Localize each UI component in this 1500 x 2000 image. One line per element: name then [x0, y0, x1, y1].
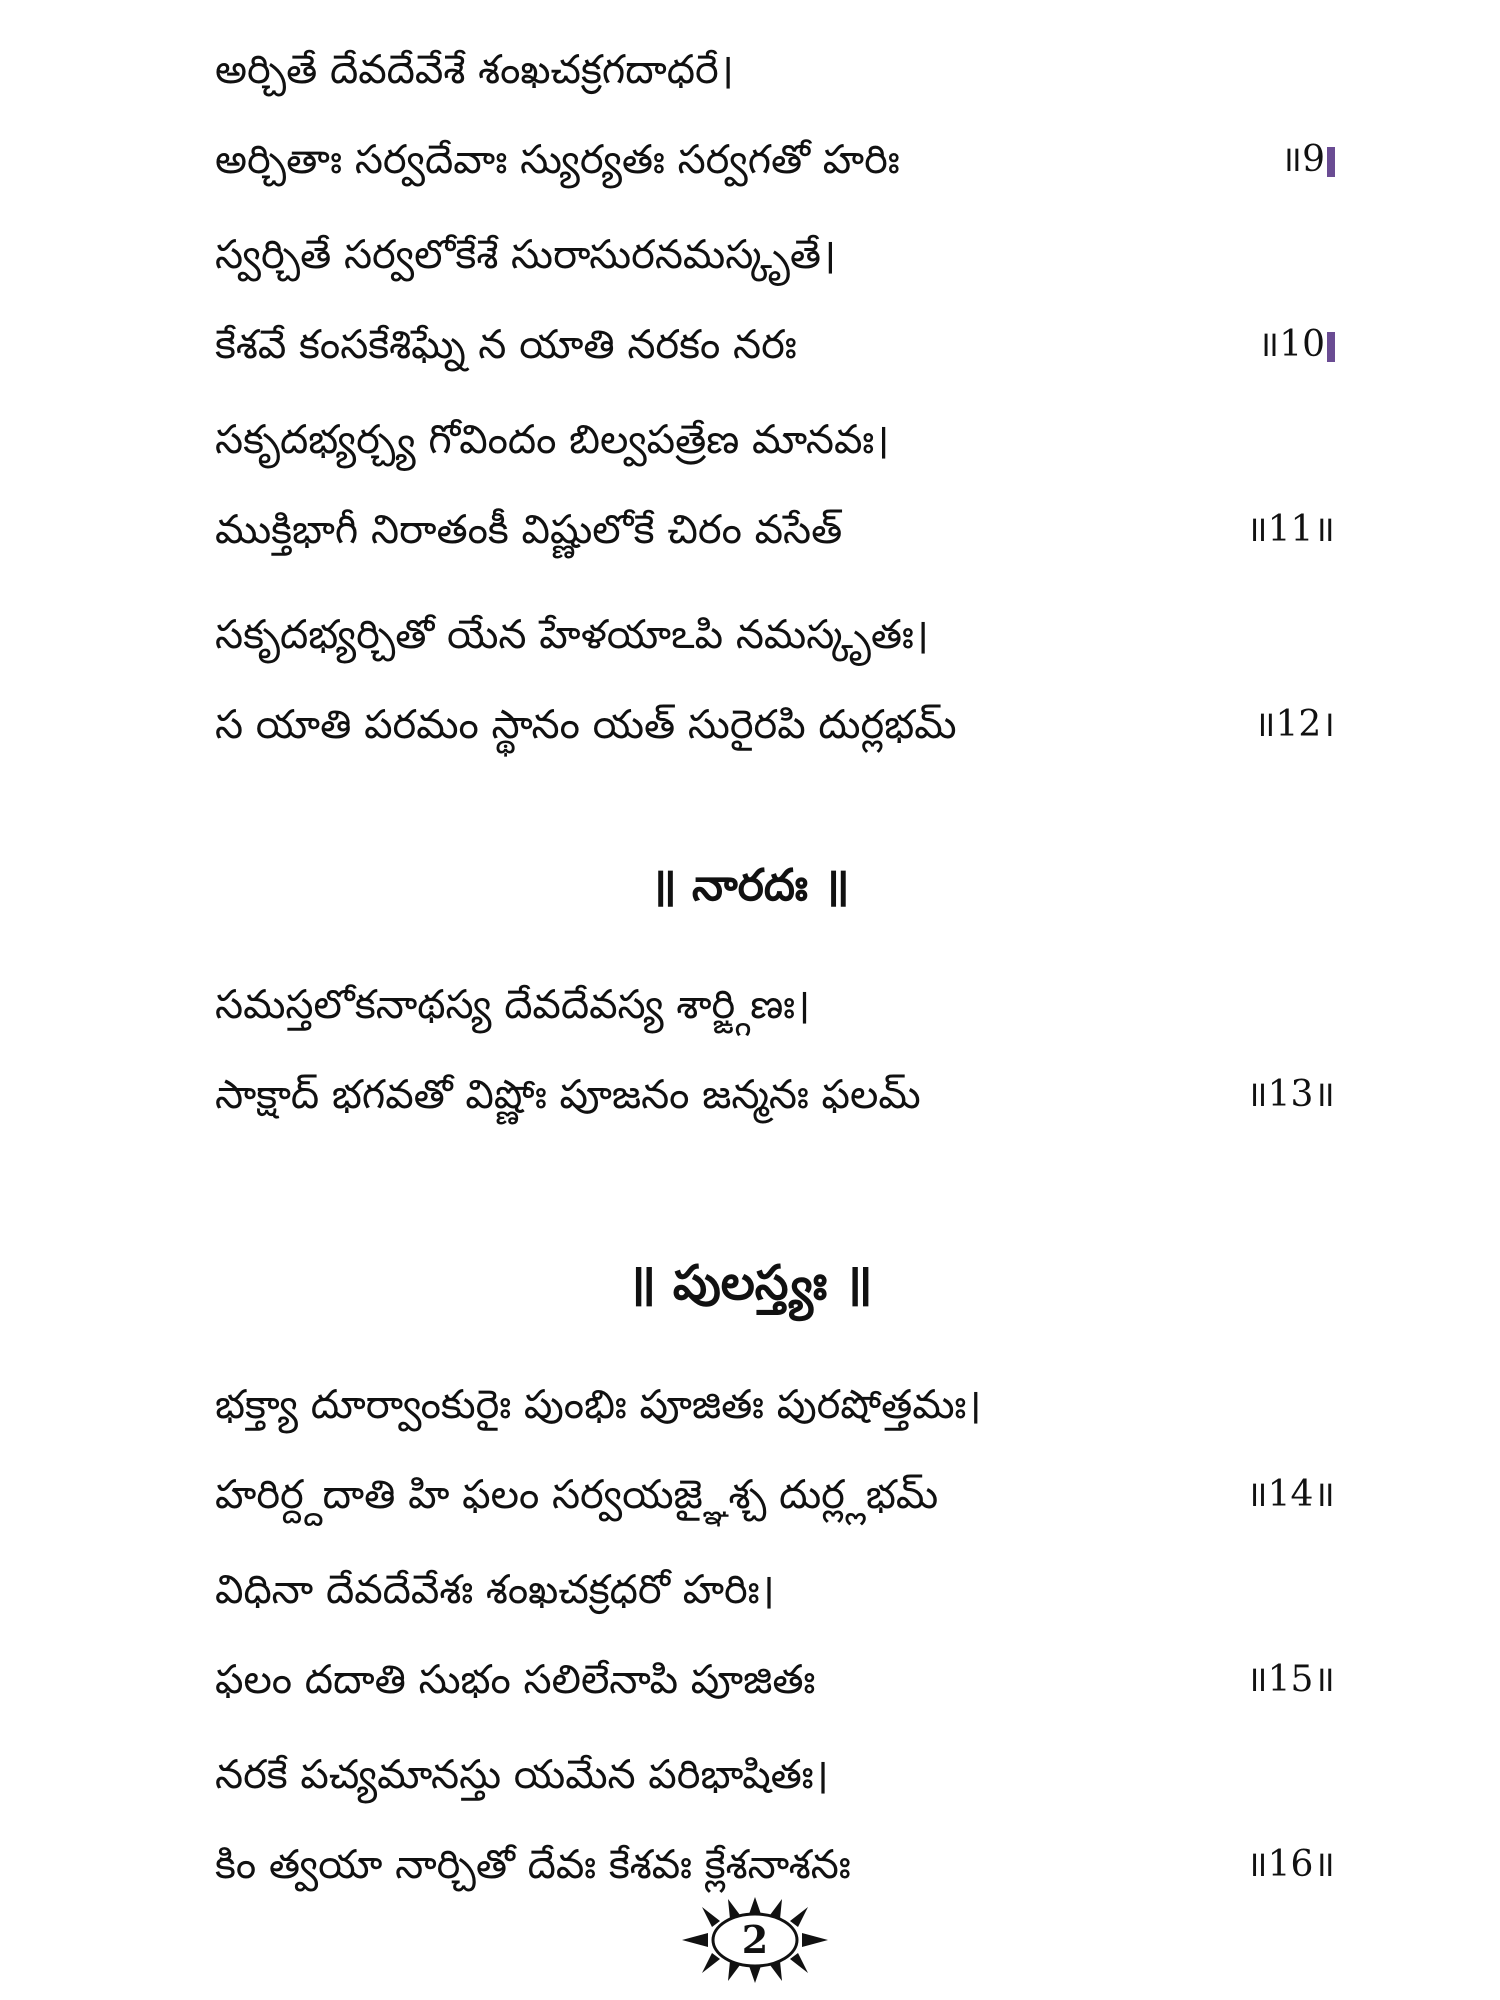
verse-line: [215, 115, 1335, 205]
verse-line: [215, 1450, 1335, 1540]
verse-line: [215, 680, 1335, 770]
verse-number: ॥13॥: [1246, 1074, 1335, 1115]
verse-text: స యాతి పరమం స్థానం యత్ సురైరపి దుర్లభమ్: [215, 702, 957, 748]
verse-number: ॥16॥: [1246, 1844, 1335, 1885]
page-number: 2: [741, 1917, 769, 1962]
verse-line: [215, 25, 1335, 115]
verse-line: [215, 960, 1335, 1050]
verse-12: [215, 590, 1335, 770]
section-heading-pulastya: ॥ పులస్త్యః ॥: [627, 1255, 873, 1311]
verse-15: [215, 1545, 1335, 1725]
highlight-mark: [1327, 332, 1335, 362]
verse-text: స్వర్చితే సర్వలోకేశే సురాసురనమస్కృతే।: [215, 232, 837, 278]
verse-number: ॥9: [1281, 115, 1335, 205]
verse-text: ముక్తిభాగీ నిరాతంకీ విష్ణులోకే చిరం వసేత్: [215, 507, 843, 553]
verse-text: సాక్షాద్ భగవతో విష్ణోః పూజనం జన్మనః ఫలమ్: [215, 1072, 921, 1118]
verse-number: ॥15॥: [1246, 1659, 1335, 1700]
verse-text: సకృదభ్యర్చితో యేన హేళయాఽపి నమస్కృతః।: [215, 612, 929, 658]
verse-number: ॥11॥: [1246, 509, 1335, 550]
verse-11: [215, 395, 1335, 575]
verse-10: [215, 210, 1335, 390]
page-number-ornament: [680, 1895, 830, 1985]
verse-9: [215, 25, 1335, 205]
verse-line: [215, 1545, 1335, 1635]
verse-number: ॥10: [1258, 300, 1335, 390]
verse-line: [215, 1635, 1335, 1725]
verse-line: [215, 590, 1335, 680]
verse-text: సమస్తలోకనాథస్య దేవదేవస్య శార్ఙ్గిణః।: [215, 982, 811, 1028]
verse-text: అర్చితాః సర్వదేవాః స్యుర్యతః సర్వగతో హరిః: [215, 137, 900, 183]
verse-number: ॥12।: [1253, 704, 1335, 745]
verse-text: సకృదభ్యర్చ్య గోవిందం బిల్వపత్రేణ మానవః।: [215, 417, 890, 463]
verse-line: [215, 300, 1335, 390]
verse-14: [215, 1360, 1335, 1540]
verse-text: కేశవే కంసకేశిఘ్నే న యాతి నరకం నరః: [215, 322, 797, 368]
verse-line: [215, 485, 1335, 575]
verse-line: [215, 395, 1335, 485]
highlight-mark: [1327, 147, 1335, 177]
verse-text: విధినా దేవదేవేశః శంఖచక్రధరో హరిః।: [215, 1567, 775, 1613]
verse-line: [215, 1360, 1335, 1450]
verse-text: అర్చితే దేవదేవేశే శంఖచక్రగదాధరే।: [215, 47, 734, 93]
verse-number: ॥14॥: [1246, 1474, 1335, 1515]
verse-line: [215, 1050, 1335, 1140]
verse-line: [215, 1730, 1335, 1820]
verse-text: నరకే పచ్యమానస్తు యమేన పరిభాషితః।: [215, 1752, 829, 1798]
section-heading-narada: ॥ నారదః ॥: [650, 860, 850, 911]
verse-text: హరిర్ద్దదాతి హి ఫలం సర్వయజ్ఞైశ్చ దుర్ల్లభమ్: [215, 1472, 939, 1518]
verse-text: భక్త్యా దూర్వాంకురైః పుంభిః పూజితః పురషోత్తమః।: [215, 1382, 982, 1428]
verse-16: [215, 1730, 1335, 1910]
verse-13: [215, 960, 1335, 1140]
verse-text: కిం త్వయా నార్చితో దేవః కేశవః క్లేశనాశనః: [215, 1842, 851, 1888]
verse-line: [215, 210, 1335, 300]
verse-text: ఫలం దదాతి సుభం సలిలేనాపి పూజితః: [215, 1657, 816, 1703]
